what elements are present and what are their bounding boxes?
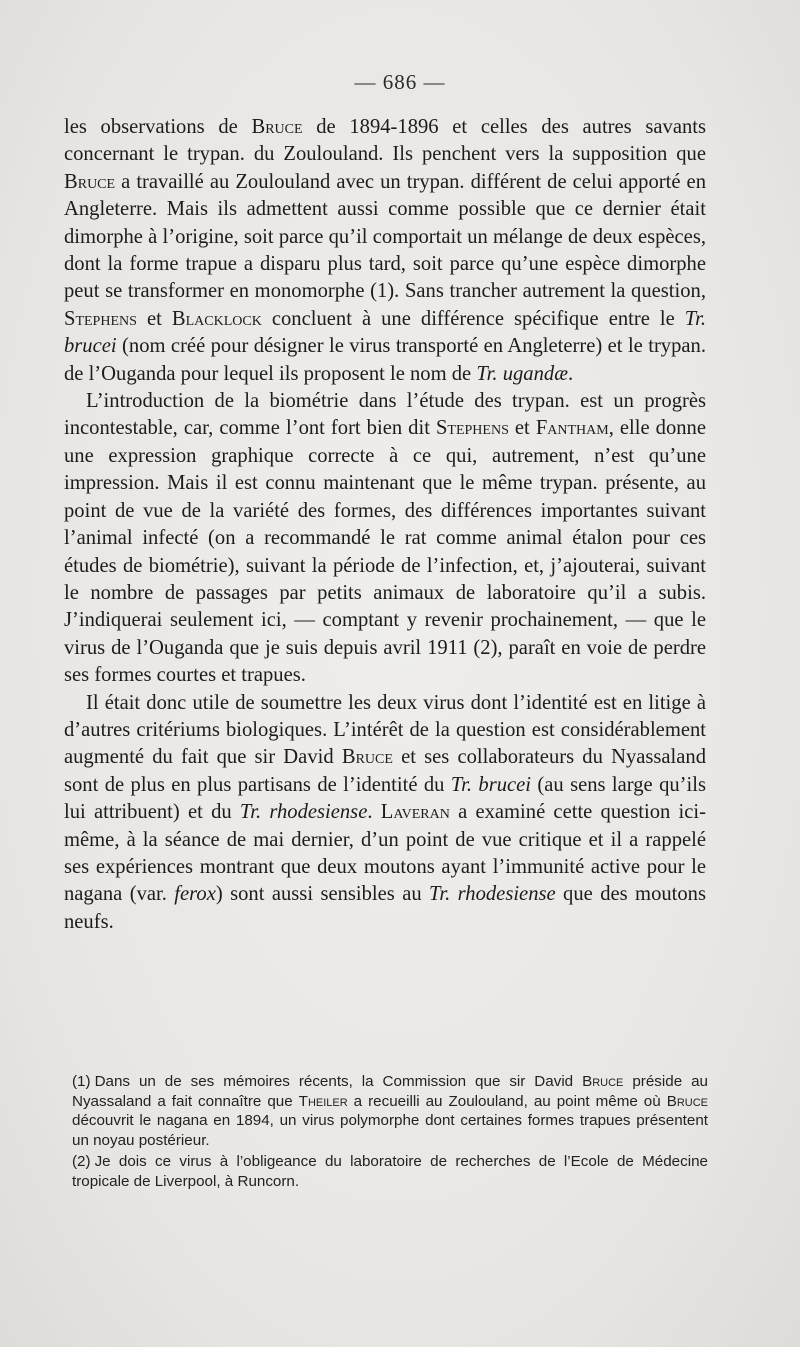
text-run: ) sont aussi sensibles au [215,883,430,906]
footnote-mark: (1) [72,1073,91,1090]
author-name: Bruce [666,1092,709,1110]
species-name: Tr. brucei [450,773,532,796]
text-run: . [367,801,381,824]
text-run: et [136,307,172,330]
species-name: Tr. rhodesiense [429,883,556,906]
species-name: Tr. brucei [64,307,706,358]
text-run: les observations de [64,116,252,138]
text-run: de 1894-1896 et celles des autres savants concernant le trypan. du Zoulouland. Ils penchent vers la supposition que [64,116,706,166]
footnote-mark: (2) [72,1153,91,1171]
text-run: et [508,417,536,440]
footnotes [72,1072,708,1194]
text-run: , elle donne une expression graphique correcte à ce qui, autrement, n’est qu’une impression. Mais il est connu maintenant que le même trypan. présente, au point de vue de la variété des formes, des différences importantes suivant l’animal infecté (on a recommandé le rat comme animal étalon pour ces études de biométrie), suivant la période de l’infection, et, j’ajouterai, suivant le nombre de passages par petits animaux de laboratoire qu’il a subis. J’indiquerai seulement ici, — comptant y revenir prochainement, — que le virus de l’Ouganda que je suis depuis avril 1911 (2), paraît en voie de perdre ses formes courtes et trapues. [64,417,706,687]
paragraph-2 [64,388,706,689]
author-name: Laveran [380,801,450,824]
text-run: que des moutons neufs. [64,883,706,933]
author-name: Bruce [582,1073,624,1090]
author-name: Bruce [251,116,303,138]
page-number: — 686 — [354,70,446,94]
text-run: concluent à une différence spécifique entre le [261,307,685,330]
species-name: Tr. ugandæ [476,362,568,385]
footnote-2 [72,1152,708,1191]
variety-name: ferox [174,883,216,906]
text-run: découvrit le nagana en 1894, un virus polymorphe dont certaines formes trapues présentent un noyau postérieur. [72,1112,708,1149]
text-run: (au sens large qu’ils lui attribuent) et du [64,773,706,824]
text-run: Il était donc utile de soumettre les deux virus dont l’identité est en litige à d’autres critériums biologiques. L’intérêt de la question est considérablement augmenté du fait que sir David [64,691,706,769]
text-run: L’introduction de la biométrie dans l’étude des trypan. est un progrès incontestable, car, comme l’ont fort bien dit [64,390,706,440]
footnote-1 [72,1072,708,1150]
text-run: Dans un de ses mémoires récents, la Commission que sir David [94,1073,583,1090]
body-text [64,114,706,936]
text-run: a travaillé au Zoulouland avec un trypan. différent de celui apporté en Angleterre. Mais ils admettent aussi comme possible que ce dernier était dimorphe à l’origine, soit parce qu’il comportait un mélange de deux espèces, dont la forme trapue a disparu plus tard, soit parce qu’une espèce dimorphe peut se transformer en monomorphe (1). Sans trancher autrement la question, [64,170,706,303]
text-run: Je dois ce virus à l’obligeance du laboratoire de recherches de l’Ecole de Médecine tropicale de Liverpool, à Runcorn. [72,1153,708,1190]
text-run: et ses collaborateurs du Nyassaland sont de plus en plus partisans de l’identité du [64,746,707,796]
author-name: Stephens [64,307,137,330]
paragraph-3 [64,690,706,937]
author-name: Theiler [298,1092,348,1110]
author-name: Stephens [435,417,509,440]
author-name: Blacklock [171,307,262,330]
text-run: (nom créé pour désigner le virus transporté en Angleterre) et le trypan. de l’Ouganda pour lequel ils proposent le nom de [64,335,706,385]
paragraph-1 [64,114,706,388]
text-run: a examiné cette question ici-même, à la séance de mai dernier, d’un point de vue critique et il a rappelé ses expériences montrant que deux moutons ayant l’immunité active pour le nagana (var. [64,801,706,906]
author-name: Bruce [64,170,116,193]
text-run: . [567,362,574,385]
author-name: Bruce [341,746,393,769]
text-run: a recueilli au Zoulouland, au point même où [347,1092,667,1110]
author-name: Fantham [535,417,609,440]
species-name: Tr. rhodesiense [239,801,368,824]
text-run: préside au Nyassaland a fait connaître que [72,1073,708,1110]
